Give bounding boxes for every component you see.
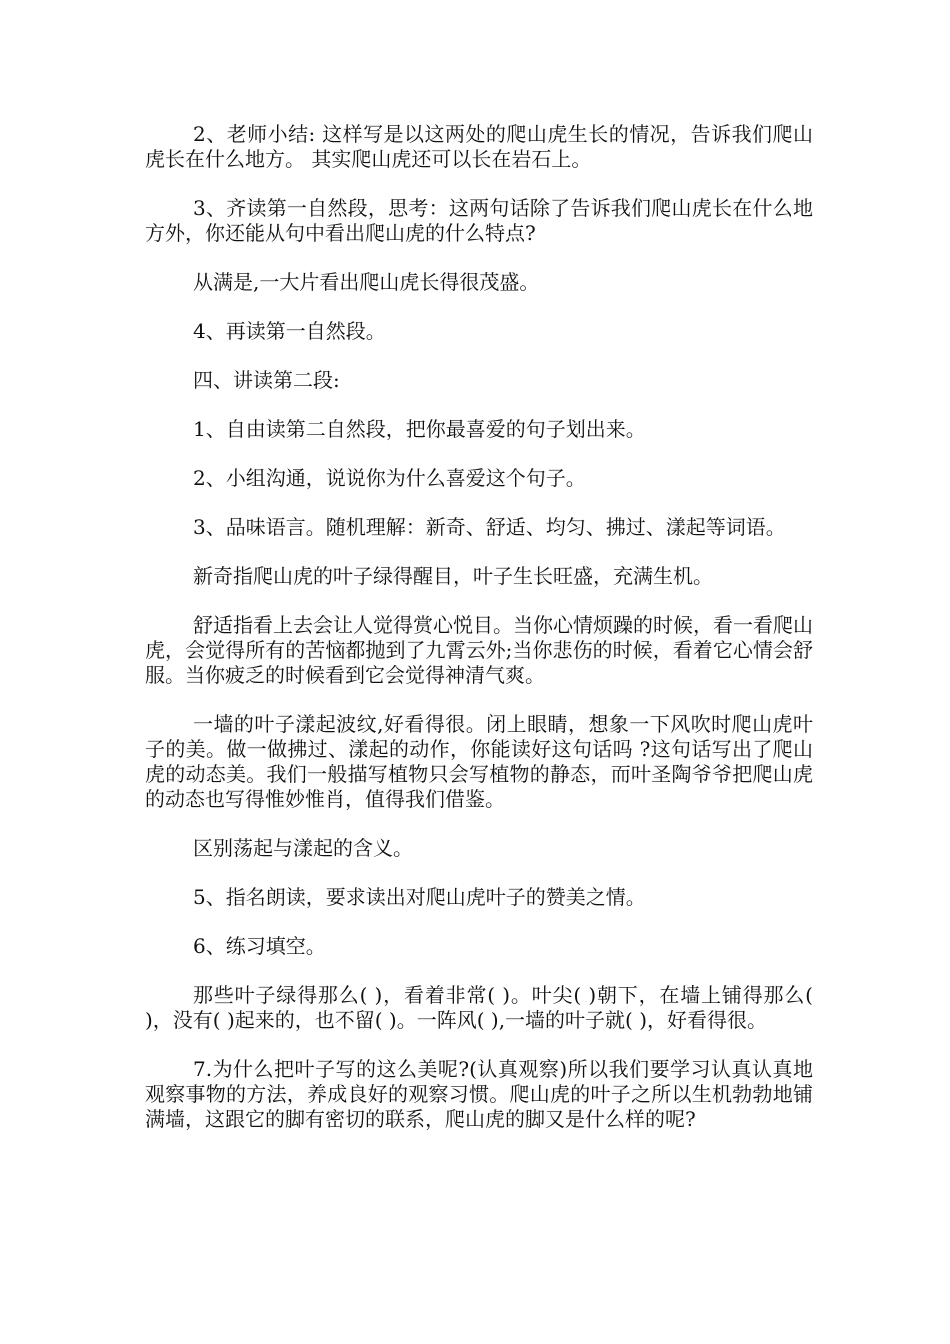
paragraph-free-reading: 1、自由读第二自然段，把你最喜爱的句子划出来。 [193,417,646,441]
paragraph-read-first-section: 3、齐读第一自然段，思考：这两句话除了告诉我们爬山虎长在什么地方外，你还能从句中看出爬山虎的什么特点? [145,196,813,245]
paragraph-lush-growth: 从满是,一大片看出爬山虎长得很茂盛。 [193,270,540,294]
paragraph-novel-meaning: 新奇指爬山虎的叶子绿得醒目，叶子生长旺盛，充满生机。 [193,564,713,588]
paragraph-read-aloud: 5、指名朗读，要求读出对爬山虎叶子的赞美之情。 [193,885,646,909]
paragraph-reread: 4、再读第一自然段。 [193,319,386,343]
paragraph-word-distinction: 区别荡起与漾起的含义。 [193,836,413,860]
paragraph-group-discussion: 2、小组沟通，说说你为什么喜爱这个句子。 [193,466,586,490]
section-heading-part-four: 四、讲读第二段: [193,368,340,392]
paragraph-comfort-meaning: 舒适指看上去会让人觉得赏心悦目。当你心情烦躁的时候，看一看爬山虎，会觉得所有的苦恼都抛到了九霄云外;当你悲伤的时候，看着它心情会舒服。当你疲乏的时候看到它会觉得神清气爽。 [145,613,813,687]
paragraph-teacher-summary: 2、老师小结: 这样写是以这两处的爬山虎生长的情况，告诉我们爬山虎长在什么地方。 其实爬山虎还可以长在岩石上。 [145,122,813,171]
paragraph-observation-question: 7.为什么把叶子写的这么美呢?(认真观察)所以我们要学习认真认真地观察事物的方法，养成良好的观察习惯。爬山虎的叶子之所以生机勃勃地铺满墙，这跟它的脚有密切的联系，爬山虎的脚又是什么样的呢? [145,1057,813,1131]
paragraph-dynamic-beauty: 一墙的叶子漾起波纹,好看得很。闭上眼睛，想象一下风吹时爬山虎叶子的美。做一做拂过、漾起的动作，你能读好这句话吗 ?这句话写出了爬山虎的动态美。我们一般描写植物只会写植物的静态，而叶圣陶爷爷把爬山虎的动态也写得惟妙惟肖，值得我们借鉴。 [145,712,813,811]
paragraph-fill-blank-exercise: 那些叶子绿得那么( )，看着非常( )。叶尖( )朝下，在墙上铺得那么( )，没有( )起来的，也不留( )。一阵风( ),一墙的叶子就( )，好看得很。 [145,983,813,1032]
document-body [145,122,813,1156]
paragraph-fill-blank-title: 6、练习填空。 [193,934,326,958]
paragraph-language-appreciation: 3、品味语言。随机理解：新奇、舒适、均匀、拂过、漾起等词语。 [193,515,786,539]
